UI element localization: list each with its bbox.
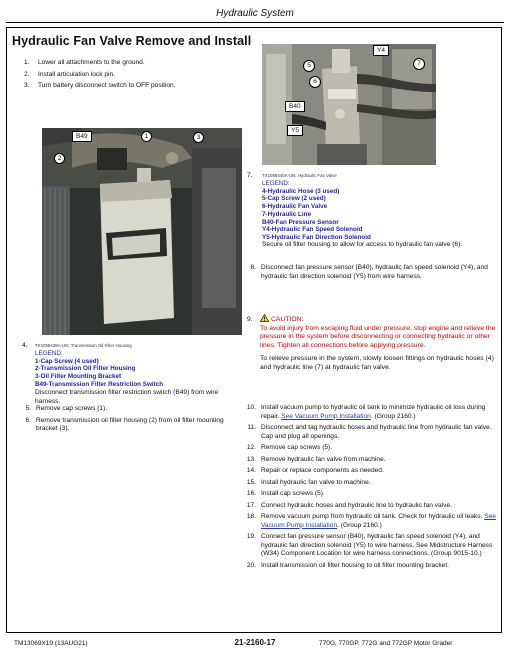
right-legend-item: 7-Hydraulic Line [262, 210, 311, 218]
step-15: 15. Install hydraulic fan valve to machine. [246, 478, 371, 486]
left-legend-item: 1-Cap Screw (4 used) [35, 357, 99, 365]
header-rule [6, 22, 504, 23]
step-16: 16. Install cap screws (5). [246, 490, 325, 497]
callout-3: 3 [193, 132, 204, 143]
photo-illustration [42, 128, 242, 335]
step-11: 11. Disconnect and tag hydraulic hoses and hydraulic line from hydraulic fan valve. Cap and plug all openings. [247, 424, 492, 440]
transmission-filter-photo [42, 128, 242, 335]
vacuum-pump-link[interactable]: See Vacuum Pump Installation [261, 513, 496, 529]
right-legend-item: Y4-Hydraulic Fan Speed Solenoid [262, 226, 363, 234]
caution-header [260, 314, 500, 325]
steps-left [18, 405, 244, 434]
footer-page-number: 21-2160-17 [234, 638, 276, 647]
callout-b40: B40 [285, 101, 305, 112]
step-4-text: Disconnect transmission filter restriction switch (B49) from wire harness. [35, 389, 219, 405]
right-image-id: TX1058440A-UN: Hydraulic Fan Valve [262, 173, 337, 178]
step-10: 10. Install vacuum pump to hydraulic oil tank to minimize hydraulic oil loss during repair. See Vacuum Pump Installation. (Group 2160.) [246, 404, 486, 420]
left-legend-item: 2-Transmission Oil Filter Housing [35, 365, 136, 373]
hydraulic-fan-valve-photo [262, 44, 436, 165]
step-17: 17. Connect hydraulic hoses and hydraulic line to hydraulic fan valve. [246, 501, 452, 509]
right-legend-title: LEGEND: [262, 180, 290, 187]
warning-triangle-icon [260, 314, 269, 322]
left-legend [35, 350, 255, 389]
step-2: 2. Install articulation lock pin. [24, 70, 115, 78]
step-7-text: Secure oil filter housing to allow for access to hydraulic fan valve (6). [262, 241, 463, 248]
callout-5: 5 [303, 60, 315, 72]
caution-body: To relieve pressure in the system, slowly loosen fittings on hydraulic hoses (4) and hydraulic line (7) at hydraulic fan valve. [260, 355, 494, 371]
vacuum-pump-link[interactable]: See Vacuum Pump Installation [281, 412, 371, 420]
right-legend-item: 6-Hydraulic Fan Valve [262, 203, 328, 211]
step-18: 18. Remove vacuum pump from hydraulic oil tank. Check for hydraulic oil leaks. See Vacuum Pump Installation. (Group 2160.) [246, 513, 496, 529]
right-legend-item: Y5-Hydraulic Fan Direction Solenoid [262, 233, 371, 241]
step-5: 5. Remove cap screws (1). [25, 405, 108, 412]
right-legend-item: 5-Cap Screw (2 used) [262, 195, 326, 203]
left-legend-title: LEGEND: [35, 350, 63, 357]
callout-b49: B49 [72, 131, 92, 142]
step-3: 3. Turn battery disconnect switch to OFF position. [24, 82, 176, 89]
step-6: 6. Remove transmission oil filter housing (2) from oil filter mounting bracket (3). [25, 416, 224, 432]
callout-7: 7 [413, 58, 425, 70]
footer-doc-id: TM13069X19 (13AUG21) [14, 640, 88, 647]
callout-y4: Y4 [373, 45, 389, 56]
step-19: 19. Connect fan pressure sensor (B40), hydraulic fan speed solenoid (Y4), and hydraulic fan direction solenoid (Y5) to wire harness. See Midstructure Harness (W34) Component Location for wire harness connections. (Group 9015-10.) [246, 533, 493, 557]
step-1: 1. Lower all attachments to the ground. [24, 59, 145, 66]
step-14: 14. Repair or replace components as needed. [246, 467, 384, 474]
step-8: 8. Disconnect fan pressure sensor (B40), hydraulic fan speed solenoid (Y4), and hydraulic fan direction solenoid (Y5) from wire harness. [250, 264, 488, 280]
footer-model: 770G, 770GP, 772G and 772GP Motor Grader [319, 640, 453, 647]
step-9-number: 9. [247, 316, 253, 323]
left-legend-item: 3-Oil Filter Mounting Bracket [35, 373, 122, 381]
callout-2: 2 [54, 153, 65, 164]
step-20: 20. Install transmission oil filter housing to oil filter mounting bracket. [246, 561, 450, 569]
page-title: Hydraulic Fan Valve Remove and Install [12, 34, 252, 48]
section-header: Hydraulic System [216, 8, 294, 19]
right-legend-item: B40-Fan Pressure Sensor [262, 218, 339, 226]
step-7-number: 7. [247, 172, 253, 179]
step-4-number: 4. [22, 342, 28, 349]
left-legend-item: B49-Transmission Filter Restriction Switch [35, 380, 164, 388]
callout-y5: Y5 [287, 125, 303, 136]
steps-top [20, 59, 240, 91]
caution-text: To avoid injury from escaping fluid under pressure, stop engine and relieve the pressure in the system before disconnecting or connecting hydraulic or other lines. Tighten all connections before applying pressure. [260, 324, 496, 349]
right-legend [262, 180, 492, 242]
steps-right [243, 404, 500, 570]
right-legend-item: 4-Hydraulic Hose (3 used) [262, 187, 340, 195]
caution-title: CAUTION: [271, 316, 304, 323]
callout-6: 6 [309, 76, 321, 88]
left-image-id: TX1058439A-UN: Transmission Oil Filter Housing [35, 343, 132, 348]
caution-block [260, 314, 500, 373]
callout-1: 1 [141, 131, 152, 142]
step-8-block [243, 264, 500, 281]
step-13: 13. Remove hydraulic fan valve from machine. [246, 455, 386, 463]
step-12: 12. Remove cap screws (5). [246, 444, 333, 451]
